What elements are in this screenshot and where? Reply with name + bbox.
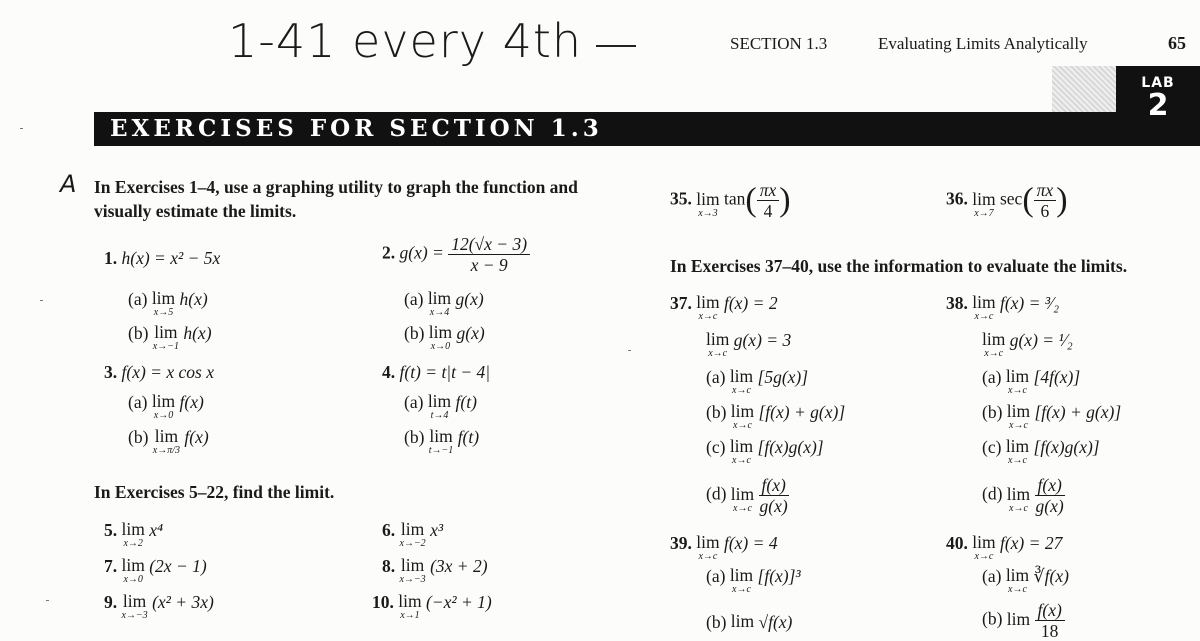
- exercise-38b: [982, 402, 1121, 431]
- limit: [972, 533, 995, 562]
- limit-expr: f(t): [457, 427, 480, 447]
- limit: [153, 427, 180, 456]
- lim-sub: x→−1: [152, 341, 179, 352]
- exercise-number: 10.: [372, 592, 394, 612]
- limit: [730, 566, 753, 595]
- function-def: f(x) = x cos x: [121, 362, 214, 382]
- part-label: (b): [404, 323, 425, 343]
- exercise-6: [382, 520, 443, 549]
- lim-sub: x→−3: [121, 610, 148, 621]
- exercise-7: [104, 556, 207, 585]
- exercise-number: 4.: [382, 362, 396, 382]
- exercise-1: [104, 248, 220, 269]
- lim-word: lim: [982, 329, 1006, 349]
- denominator: g(x): [1035, 496, 1064, 516]
- limit-expr: g(x): [456, 323, 485, 343]
- limit: [428, 289, 451, 318]
- lim-word: lim: [730, 401, 755, 421]
- part-label: (a): [128, 289, 148, 309]
- given-expr: g(x) = 3: [733, 330, 792, 350]
- limit-expr: f(t): [455, 392, 477, 412]
- lim-sub: t→4: [430, 410, 449, 421]
- lim-word: lim: [696, 532, 720, 552]
- right-paren: ): [779, 181, 791, 219]
- exercise-38-given-g: [982, 330, 1073, 359]
- part-label: (b): [982, 608, 1003, 629]
- part-label: (b): [706, 612, 727, 632]
- lim-sub: x→c: [984, 348, 1004, 359]
- part-label: (b): [982, 402, 1003, 422]
- limit: [400, 520, 426, 549]
- exercise-4: [382, 362, 490, 383]
- limit: [696, 190, 719, 219]
- exercise-40b: [982, 600, 1065, 641]
- numerator: 12(√x − 3): [448, 234, 530, 255]
- instructions-37-40: In Exercises 37–40, use the information to evaluate the limits.: [670, 256, 1128, 276]
- exercise-3a: [128, 392, 204, 421]
- lim-sub: x→c: [1008, 385, 1027, 396]
- lim-word: lim: [154, 426, 179, 446]
- exercise-number: 1.: [104, 248, 118, 268]
- exercise-4a: [404, 392, 477, 421]
- exercise-37d: [706, 475, 789, 516]
- exercise-38a: [982, 367, 1080, 396]
- left-paren: (: [745, 181, 757, 219]
- limit: [398, 592, 421, 621]
- lim-word: lim: [1005, 565, 1030, 585]
- limit: [400, 556, 426, 585]
- exercise-number: 38.: [946, 293, 968, 313]
- lim-sub: x→π/3: [152, 445, 181, 456]
- exercise-number: 39.: [670, 533, 692, 553]
- trig-fn: sec: [999, 188, 1023, 209]
- limit: [731, 402, 754, 431]
- fraction: [1034, 180, 1057, 221]
- exercise-39-given: [670, 533, 778, 562]
- lim-word: lim: [706, 329, 730, 349]
- limit: [152, 392, 175, 421]
- exercise-number: 37.: [670, 293, 692, 313]
- limit-expr: f(x): [184, 427, 209, 447]
- exercise-1b: [128, 323, 212, 352]
- limit-expr: [f(x)g(x)]: [1033, 437, 1100, 457]
- lim-word: lim: [154, 322, 178, 342]
- lim-sub: x→2: [123, 538, 143, 549]
- denominator: x − 9: [470, 255, 508, 275]
- part-label: (a): [982, 367, 1002, 387]
- lab-number: 2: [1147, 88, 1169, 123]
- lim-sub: x→c: [733, 420, 752, 431]
- lim-sub: x→0: [430, 341, 451, 352]
- lim-word: lim: [730, 484, 755, 504]
- instructions-1-4: In Exercises 1–4, use a graphing utility to graph the function and visually estimate the limits.: [94, 177, 578, 221]
- exercise-39a: [706, 566, 801, 595]
- limit-expr: [f(x) + g(x)]: [1034, 402, 1122, 422]
- limit-expr: ∛f(x): [1033, 566, 1069, 586]
- part-label: (b): [128, 427, 149, 447]
- part-label: (a): [128, 392, 148, 412]
- lim-word: lim: [151, 391, 176, 411]
- function-def: h(x) = x² − 5x: [121, 248, 221, 268]
- lab-tab: [1116, 66, 1200, 146]
- part-label: (a): [982, 566, 1002, 586]
- lim-sub: x→c: [1009, 503, 1028, 514]
- lim-word: lim: [1006, 401, 1031, 421]
- scan-speck: [20, 128, 23, 129]
- lim-sub: x→3: [698, 208, 718, 219]
- limit-expr: h(x): [183, 323, 212, 343]
- fraction: [759, 475, 789, 516]
- limit-expr: (−x² + 1): [425, 592, 492, 612]
- limit: [1007, 610, 1030, 629]
- lim-word: lim: [400, 519, 425, 539]
- limit: [706, 330, 729, 359]
- lim-word: lim: [429, 426, 453, 446]
- lim-sub: x→c: [1008, 455, 1027, 466]
- limit: [1007, 485, 1030, 514]
- limit: [1007, 402, 1030, 431]
- exercise-9: [104, 592, 214, 621]
- lim-sub: t→−1: [428, 445, 454, 456]
- lim-sub: x→c: [733, 503, 752, 514]
- lim-word: lim: [427, 288, 452, 308]
- exercise-2: [382, 234, 530, 275]
- exercise-37-given-f: [670, 293, 778, 322]
- exercise-1a: [128, 289, 208, 318]
- lim-word: lim: [1006, 484, 1031, 504]
- limit-expr: √f(x): [758, 612, 793, 632]
- exercise-37-given-g: [706, 330, 791, 359]
- limit: [696, 293, 719, 322]
- exercise-37a: [706, 367, 808, 396]
- lim-sub: x→0: [153, 410, 174, 421]
- lim-sub: x→c: [732, 584, 751, 595]
- lim-word: lim: [729, 366, 754, 386]
- exercise-number: 6.: [382, 520, 396, 540]
- denominator: 4: [763, 201, 773, 221]
- limit: [972, 293, 995, 322]
- lim-sub: x→c: [698, 551, 718, 562]
- lim-word: lim: [1006, 609, 1031, 629]
- given-expr: f(x) = ³⁄₂: [999, 293, 1060, 313]
- lim-word: lim: [398, 591, 422, 611]
- part-label: (d): [982, 483, 1003, 504]
- running-head-section: SECTION 1.3: [730, 34, 828, 53]
- handwritten-mark: A: [60, 170, 77, 198]
- lim-sub: x→c: [974, 311, 994, 322]
- handwritten-note: 1-41 every 4th: [228, 14, 583, 68]
- limit: [429, 323, 452, 352]
- running-head-title: Evaluating Limits Analytically: [878, 34, 1088, 53]
- limit: [429, 427, 454, 456]
- exercise-number: 2.: [382, 242, 396, 263]
- handwritten-underline: [596, 45, 636, 47]
- lim-word: lim: [428, 322, 453, 342]
- part-label: (c): [706, 437, 726, 457]
- denominator: 18: [1040, 621, 1059, 641]
- lim-sub: x→7: [974, 208, 994, 219]
- limit: [982, 330, 1005, 359]
- exercise-35: [670, 180, 791, 221]
- limit-expr: (3x + 2): [430, 556, 488, 576]
- lim-sub: x→−2: [399, 538, 426, 549]
- exercise-5: [104, 520, 163, 549]
- limit-expr: [5g(x)]: [757, 367, 809, 387]
- lim-sub: x→c: [974, 551, 994, 562]
- lim-sub: x→c: [732, 385, 751, 396]
- lim-word: lim: [696, 292, 720, 312]
- limit-expr: f(x): [179, 392, 204, 412]
- right-paren: ): [1056, 181, 1068, 219]
- lim-word: lim: [121, 555, 145, 575]
- limit: [730, 437, 753, 466]
- exercise-37b: [706, 402, 845, 431]
- numerator: πx: [1034, 180, 1057, 201]
- given-expr: f(x) = 27: [999, 533, 1063, 553]
- exercise-38-given-f: [946, 293, 1059, 322]
- part-label: (b): [706, 402, 727, 422]
- exercise-2b: [404, 323, 485, 352]
- lim-word: lim: [729, 436, 754, 456]
- lim-word: lim: [696, 189, 720, 209]
- lim-word: lim: [729, 565, 754, 585]
- limit-expr: g(x): [455, 289, 484, 309]
- scan-speck: [628, 350, 631, 351]
- exercise-3: [104, 362, 214, 383]
- exercise-37c: [706, 437, 824, 466]
- numerator: f(x): [759, 475, 789, 496]
- exercise-40-given: [946, 533, 1062, 562]
- limit-expr: [f(x)g(x)]: [757, 437, 824, 457]
- lim-word: lim: [972, 189, 996, 209]
- exercise-38d: [982, 475, 1065, 516]
- exercise-2a: [404, 289, 484, 318]
- part-label: (b): [128, 323, 149, 343]
- given-expr: f(x) = 4: [723, 533, 778, 553]
- lim-word: lim: [400, 555, 425, 575]
- scan-speck: [46, 600, 49, 601]
- limit: [731, 485, 754, 514]
- page-number: 65: [1168, 33, 1186, 53]
- limit: [730, 367, 753, 396]
- fraction: [1035, 475, 1065, 516]
- lim-sub: x→0: [123, 574, 143, 585]
- lim-sub: x→c: [698, 311, 718, 322]
- left-paren: (: [1022, 181, 1034, 219]
- denominator: g(x): [759, 496, 788, 516]
- lim-sub: x→−3: [399, 574, 426, 585]
- exercise-3b: [128, 427, 209, 456]
- numerator: πx: [757, 180, 780, 201]
- limit: [1006, 566, 1029, 595]
- exercise-number: 36.: [946, 188, 968, 209]
- denominator: 6: [1040, 201, 1050, 221]
- limit: [122, 592, 148, 621]
- lim-sub: x→c: [732, 455, 751, 466]
- scan-speck: [40, 300, 43, 301]
- exercise-8: [382, 556, 488, 585]
- numerator: f(x): [1035, 475, 1065, 496]
- exercise-number: 7.: [104, 556, 118, 576]
- fraction: [757, 180, 780, 221]
- lim-word: lim: [121, 519, 145, 539]
- limit: [122, 556, 145, 585]
- limit-expr: h(x): [179, 289, 208, 309]
- lim-word: lim: [122, 591, 147, 611]
- exercise-10: [372, 592, 492, 621]
- part-label: (a): [706, 566, 726, 586]
- limit: [1006, 367, 1029, 396]
- limit: [731, 612, 754, 631]
- part-label: (a): [404, 289, 424, 309]
- limit-expr: x⁴: [149, 520, 164, 540]
- exercise-40a: [982, 566, 1069, 595]
- limit-expr: [f(x) + g(x)]: [758, 402, 846, 422]
- part-label: (c): [982, 437, 1002, 457]
- banner-title: EXERCISES FOR SECTION 1.3: [110, 115, 603, 142]
- part-label: (a): [706, 367, 726, 387]
- lim-word: lim: [972, 292, 996, 312]
- limit: [152, 289, 175, 318]
- lim-sub: x→c: [708, 348, 728, 359]
- lim-sub: x→1: [400, 610, 420, 621]
- exercise-number: 5.: [104, 520, 118, 540]
- lim-word: lim: [1005, 366, 1030, 386]
- lim-sub: x→4: [429, 307, 450, 318]
- fraction: [448, 234, 530, 275]
- function-lhs: g(x) =: [399, 242, 444, 263]
- limit: [1006, 437, 1029, 466]
- lim-word: lim: [427, 391, 452, 411]
- exercise-36: [946, 180, 1068, 221]
- lim-word: lim: [151, 288, 176, 308]
- fraction: [1035, 600, 1065, 641]
- exercise-number: 9.: [104, 592, 118, 612]
- lim-word: lim: [1005, 436, 1030, 456]
- lim-word: lim: [730, 611, 755, 631]
- given-expr: g(x) = ¹⁄₂: [1009, 330, 1073, 350]
- lim-sub: x→5: [153, 307, 174, 318]
- limit-expr: (2x − 1): [149, 556, 207, 576]
- exercise-number: 40.: [946, 533, 968, 553]
- instructions-5-22: In Exercises 5–22, find the limit.: [94, 482, 335, 502]
- limit-expr: x³: [430, 520, 444, 540]
- exercise-number: 8.: [382, 556, 396, 576]
- given-expr: f(x) = 2: [723, 293, 778, 313]
- lim-sub: x→c: [1009, 420, 1028, 431]
- exercise-4b: [404, 427, 479, 456]
- trig-fn: tan: [723, 188, 746, 209]
- limit: [972, 190, 995, 219]
- limit: [696, 533, 719, 562]
- part-label: (d): [706, 483, 727, 504]
- limit-expr: [4f(x)]: [1033, 367, 1081, 387]
- limit: [122, 520, 145, 549]
- lab-label: LAB: [1141, 75, 1175, 91]
- exercise-number: 3.: [104, 362, 118, 382]
- numerator: f(x): [1035, 600, 1065, 621]
- limit-expr: [f(x)]³: [757, 566, 801, 586]
- limit-expr: (x² + 3x): [152, 592, 214, 612]
- lim-sub: x→c: [1008, 584, 1027, 595]
- limit: [428, 392, 451, 421]
- exercise-number: 35.: [670, 188, 692, 209]
- part-label: (a): [404, 392, 424, 412]
- limit: [153, 323, 179, 352]
- lim-word: lim: [972, 532, 996, 552]
- part-label: (b): [404, 427, 425, 447]
- exercise-38c: [982, 437, 1100, 466]
- function-def: f(t) = t|t − 4|: [399, 362, 491, 382]
